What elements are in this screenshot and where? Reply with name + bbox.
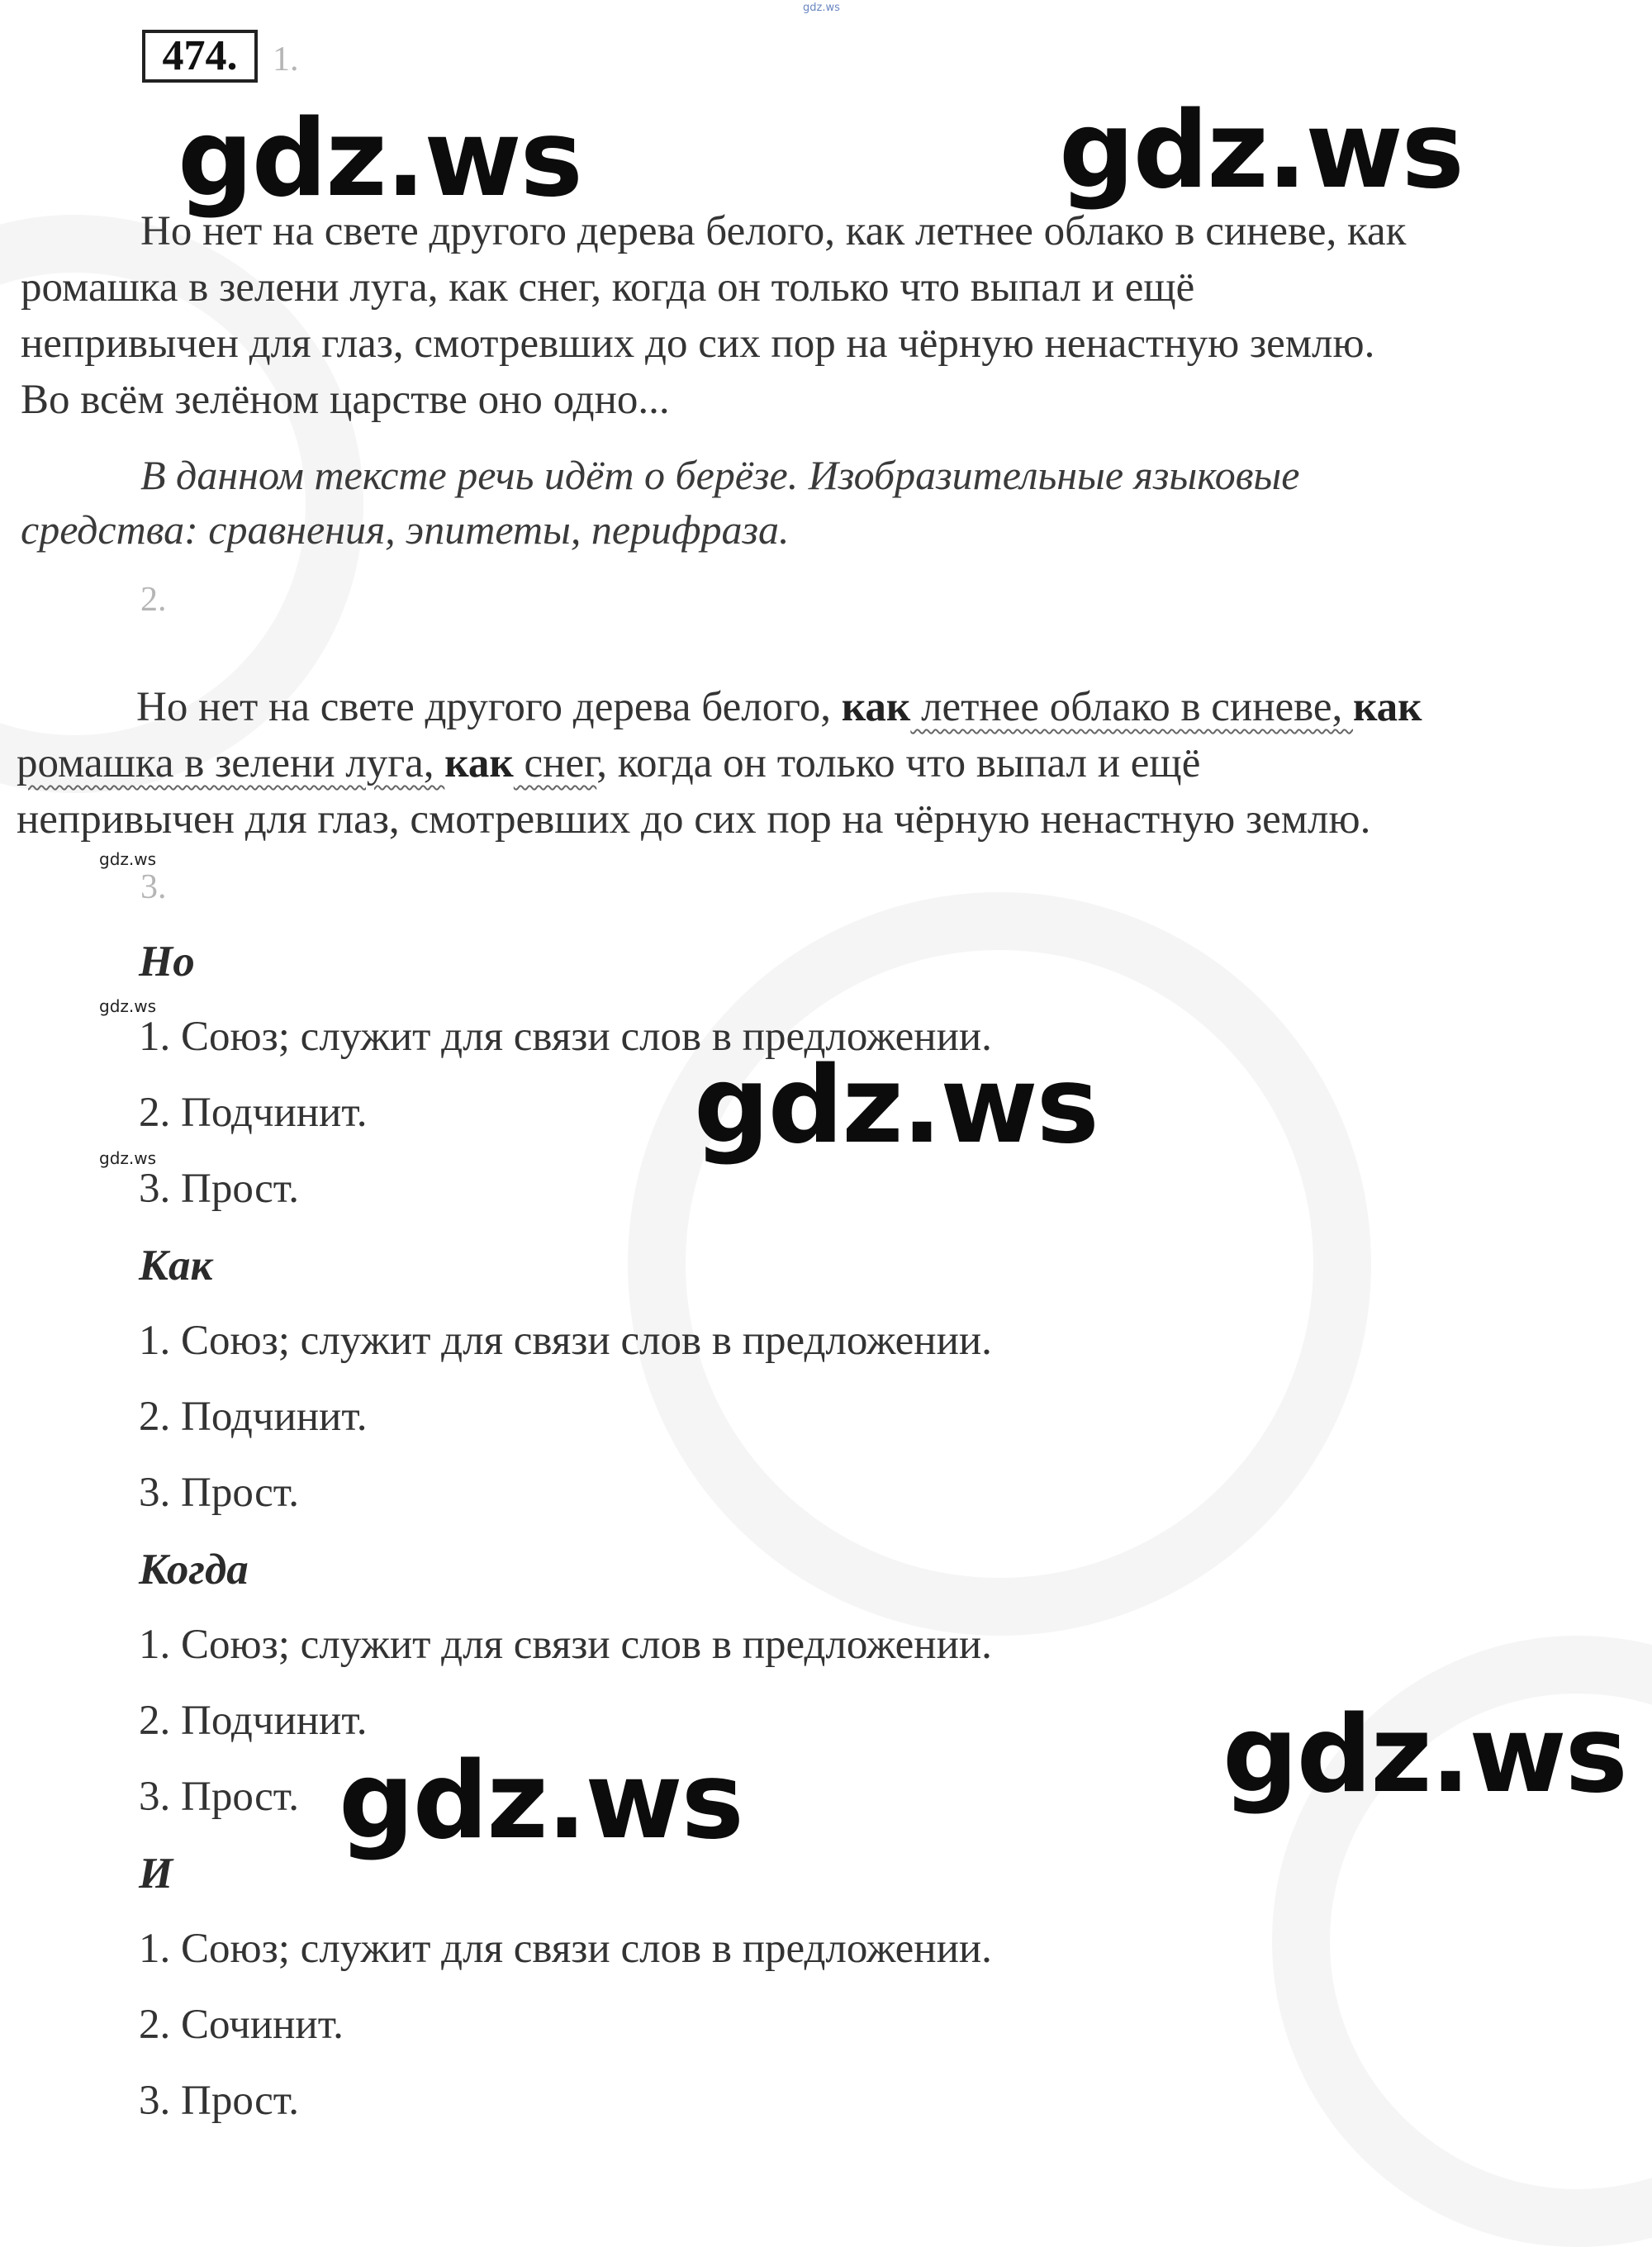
watermark: gdz.ws (694, 1044, 1098, 1167)
word-kak-item-2: 2. Подчинит. (139, 1394, 368, 1440)
small-watermark: gdz.ws (99, 1148, 157, 1168)
watermark: gdz.ws (178, 97, 582, 221)
part1-answer-line-1: В данном тексте речь идёт о берёзе. Изобразительные языковые (140, 452, 1300, 498)
comparison-phrase: летнее облако в синеве, (910, 684, 1354, 730)
word-kak-item-1: 1. Союз; служит для связи слов в предложении. (139, 1318, 992, 1364)
word-heading-no: Но (139, 938, 195, 986)
small-watermark: gdz.ws (99, 996, 157, 1016)
small-watermark: gdz.ws (99, 849, 157, 869)
comparison-phrase: ромашка в зелени луга, (17, 740, 445, 786)
part1-number: 1. (273, 40, 299, 78)
part1-line-4: Во всём зелёном царстве оно одно... (21, 377, 670, 423)
part2-number: 2. (140, 581, 167, 619)
word-no-item-3: 3. Прост. (139, 1166, 299, 1212)
part2-line-3: непривычен для глаз, смотревших до сих пор на чёрную ненастную землю. (17, 796, 1371, 843)
part1-answer-line-2: средства: сравнения, эпитеты, перифраза. (21, 506, 790, 553)
keyword-kak: как (444, 740, 514, 786)
background-ring (628, 892, 1371, 1636)
watermark: gdz.ws (339, 1740, 743, 1863)
word-no-item-2: 2. Подчинит. (139, 1090, 368, 1136)
word-kogda-item-2: 2. Подчинит. (139, 1698, 368, 1744)
part1-line-3: непривычен для глаз, смотревших до сих пор на чёрную ненастную землю. (21, 321, 1375, 367)
word-i-item-3: 3. Прост. (139, 2078, 299, 2124)
word-kak-item-3: 3. Прост. (139, 1470, 299, 1516)
comparison-phrase: снег (513, 740, 597, 786)
word-i-item-2: 2. Сочинит. (139, 2002, 344, 2048)
word-i-item-1: 1. Союз; служит для связи слов в предложении. (139, 1926, 992, 1972)
word-kogda-item-1: 1. Союз; служит для связи слов в предложении. (139, 1622, 992, 1668)
watermark: gdz.ws (1059, 89, 1463, 212)
watermark: gdz.ws (1222, 1694, 1626, 1817)
keyword-kak: как (1353, 684, 1422, 730)
task-number: 474. (142, 30, 258, 83)
word-heading-i: И (139, 1850, 173, 1898)
part1-line-2: ромашка в зелени луга, как снег, когда он только что выпал и ещё (21, 264, 1195, 311)
word-kogda-item-3: 3. Прост. (139, 1774, 299, 1820)
part3-number: 3. (140, 868, 167, 906)
word-heading-kogda: Когда (139, 1546, 249, 1594)
keyword-kak: как (841, 684, 911, 730)
word-heading-kak: Как (139, 1242, 213, 1290)
word-no-item-1: 1. Союз; служит для связи слов в предложении. (139, 1014, 992, 1060)
part1-line-1: Но нет на свете другого дерева белого, как летнее облако в синеве, как (140, 208, 1407, 254)
top-watermark: gdz.ws (803, 2, 840, 14)
part2-line-1 (136, 679, 1422, 735)
part2-line-2 (17, 735, 1200, 791)
part2-line-2-text: , когда он только что выпал и ещё (596, 740, 1201, 786)
part2-line-1-text: Но нет на свете другого дерева белого, (136, 684, 842, 730)
